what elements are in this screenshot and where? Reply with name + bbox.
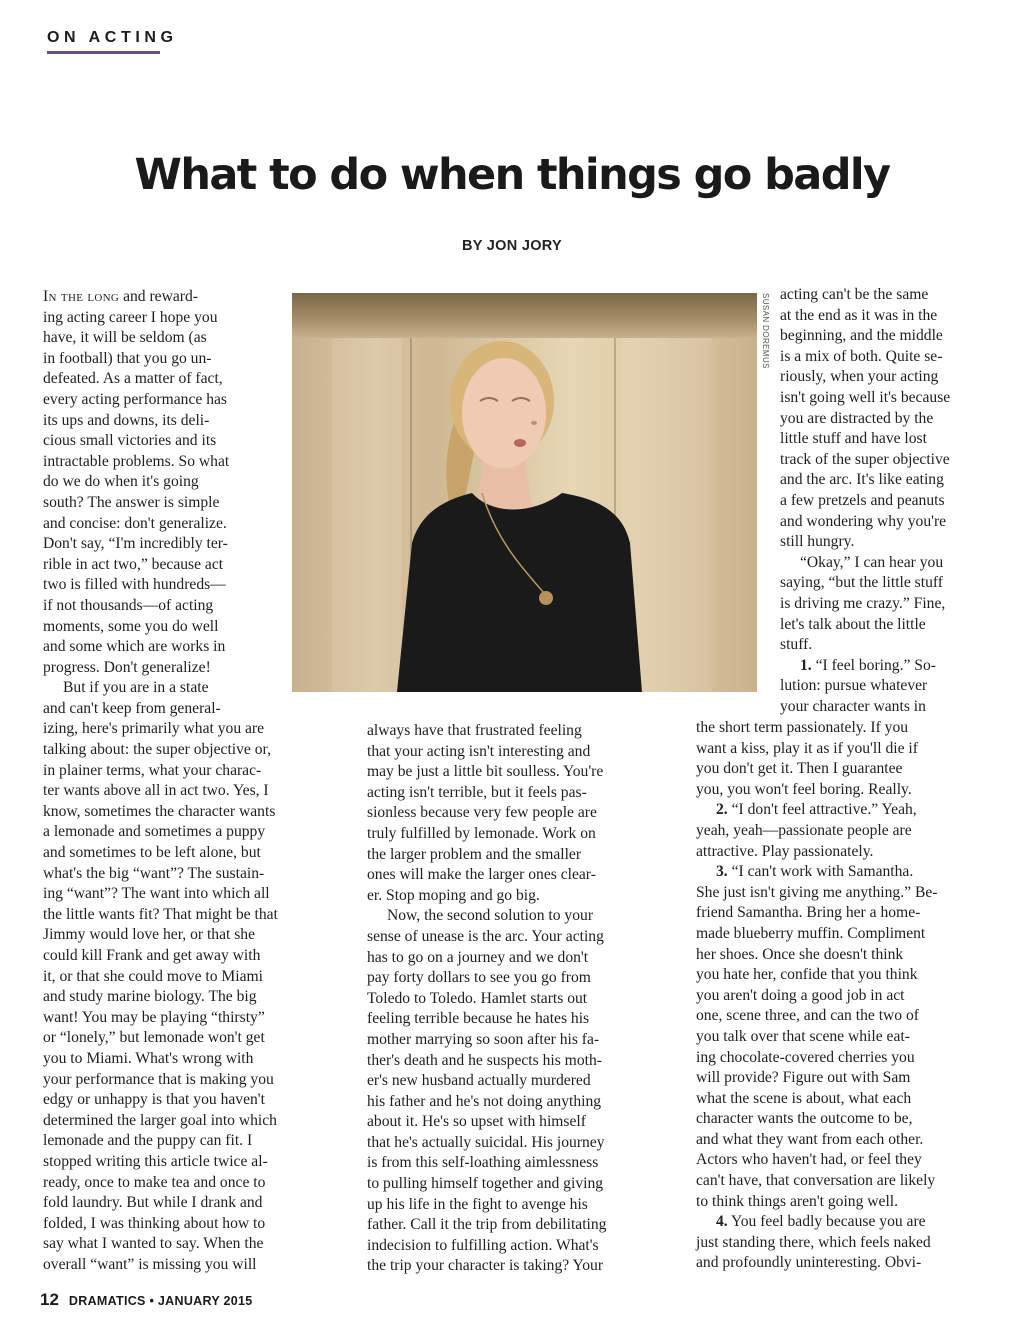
text-line: in football) that you go un-	[43, 349, 212, 367]
text-line: saying, “but the little stuff	[780, 574, 943, 592]
text-line: you don't get it. Then I guarantee	[696, 760, 903, 778]
text-line: you, you won't feel boring. Really.	[696, 780, 912, 798]
photo-credit: SUSAN DOREMUS	[761, 293, 770, 369]
text-line: the short term passionately. If you	[696, 719, 909, 736]
text-line: acting isn't terrible, but it feels pas-	[367, 783, 587, 801]
text-line: and wondering why you're	[780, 512, 947, 530]
text-line: have, it will be seldom (as	[43, 329, 207, 347]
text-line: can't have, that conversation are likely	[696, 1172, 936, 1190]
text-line: Jimmy would love her, or that she	[43, 926, 256, 944]
text-line: may be just a little bit soulless. You're	[367, 763, 604, 781]
text-line: do we do when it's going	[43, 473, 199, 491]
text-line: isn't going well it's because	[780, 388, 951, 406]
article-title: What to do when things go badly	[134, 150, 890, 200]
text-line: you talk over that scene while eat-	[696, 1027, 910, 1045]
text-line: But if you are in a state	[63, 679, 209, 697]
article-column-3-bottom	[696, 718, 937, 1274]
text-line: pay forty dollars to see you go from	[367, 969, 591, 987]
text-line: mother marrying so soon after his fa-	[367, 1030, 600, 1048]
text-line: lution: pursue whatever	[780, 677, 928, 695]
text-line: 3. “I can't work with Samantha.	[716, 863, 914, 881]
text-line: and the arc. It's like eating	[780, 471, 944, 489]
text-line: and can't keep from general-	[43, 699, 221, 717]
text-line: track of the super objective	[780, 450, 950, 468]
text-line: cious small victories and its	[43, 432, 217, 450]
text-line: Now, the second solution to your	[387, 907, 594, 925]
text-line: every acting performance has	[43, 390, 227, 408]
text-line: the larger problem and the smaller	[367, 845, 582, 863]
text-line: still hungry.	[780, 533, 855, 551]
section-rule	[47, 51, 160, 54]
text-line: is from this self-loathing aimlessness	[367, 1154, 599, 1172]
section-label: ON ACTING	[47, 29, 178, 46]
text-line: sense of unease is the arc. Your acting	[367, 927, 604, 945]
text-line: her shoes. Once she doesn't think	[696, 945, 904, 963]
text-line: and what they want from each other.	[696, 1130, 924, 1148]
text-line: know, sometimes the character wants	[43, 802, 276, 820]
text-line: that he's actually suicidal. His journey	[367, 1133, 605, 1151]
actress-figure	[292, 293, 757, 692]
text-line: progress. Don't generalize!	[43, 658, 211, 676]
text-line: and some which are works in	[43, 638, 226, 656]
article-photo	[292, 293, 757, 692]
text-line: will provide? Figure out with Sam	[696, 1069, 911, 1087]
text-line: Don't say, “I'm incredibly ter-	[43, 535, 228, 553]
list-number: 3.	[716, 863, 728, 881]
text-line: a lemonade and sometimes a puppy	[43, 823, 266, 841]
text-line: “Okay,” I can hear you	[800, 553, 944, 571]
text-line: ther's death and he suspects his moth-	[367, 1051, 602, 1069]
text-line: determined the larger goal into which	[43, 1111, 277, 1129]
text-line: what's the big “want”? The sustain-	[43, 864, 265, 882]
text-line: ter wants above all in act two. Yes, I	[43, 782, 269, 800]
text-line: father. Call it the trip from debilitating	[367, 1216, 607, 1234]
text-line: if not thousands—of acting	[43, 596, 214, 614]
text-line: little stuff and have lost	[780, 430, 927, 448]
text-line: yeah, yeah—passionate people are	[696, 821, 912, 839]
text-line: has to go on a journey and we don't	[367, 948, 589, 966]
text-line: 2. “I don't feel attractive.” Yeah,	[716, 801, 917, 819]
text-line: indecision to fulfilling action. What's	[367, 1236, 599, 1254]
text-line: and sometimes to be left alone, but	[43, 844, 261, 862]
text-line: that your acting isn't interesting and	[367, 742, 591, 760]
text-line: acting can't be the same	[780, 286, 929, 303]
list-number: 1.	[800, 656, 812, 674]
text-line: and study marine biology. The big	[43, 988, 257, 1006]
text-line: up his life in the fight to avenge his	[367, 1195, 588, 1213]
page-number: 12	[40, 1290, 59, 1309]
list-number: 2.	[716, 801, 728, 819]
text-line: want a kiss, play it as if you'll die if	[696, 739, 918, 757]
text-line: what the scene is about, what each	[696, 1089, 912, 1107]
text-line: you to Miami. What's wrong with	[43, 1049, 254, 1067]
text-line: and concise: don't generalize.	[43, 514, 227, 532]
text-line: your performance that is making you	[43, 1070, 274, 1088]
text-line: overall “want” is missing you will	[43, 1255, 257, 1273]
text-line: just standing there, which feels naked	[696, 1233, 931, 1251]
text-line: at the end as it was in the	[780, 306, 938, 324]
publication-line: DRAMATICS • JANUARY 2015	[68, 1294, 253, 1308]
text-line: folded, I was thinking about how to	[43, 1214, 266, 1232]
text-line: edgy or unhappy is that you haven't	[43, 1091, 265, 1109]
text-line: ing acting career I hope you	[43, 308, 218, 326]
text-line: a few pretzels and peanuts	[780, 491, 945, 509]
text-line: ones will make the larger ones clear-	[367, 866, 596, 884]
text-line: moments, some you do well	[43, 617, 219, 635]
text-line: Toledo to Toledo. Hamlet starts out	[367, 989, 588, 1007]
dropcap-lead: In the long	[43, 288, 120, 305]
text-line: 4. You feel badly because you are	[716, 1213, 926, 1231]
text-line: riously, when your acting	[780, 368, 939, 386]
text-line: want! You may be playing “thirsty”	[43, 1008, 265, 1026]
text-line: feeling terrible because he hates his	[367, 1010, 590, 1028]
text-line: or “lonely,” but lemonade won't get	[43, 1029, 265, 1047]
text-line: rible in act two,” because act	[43, 555, 224, 573]
text-line: er. Stop moping and go big.	[367, 886, 540, 904]
text-line: friend Samantha. Bring her a home-	[696, 904, 921, 922]
list-number: 4.	[716, 1213, 728, 1231]
text-line: the trip your character is taking? Your	[367, 1257, 604, 1275]
article-column-3-top	[780, 285, 950, 717]
text-line: sionless because very few people are	[367, 804, 597, 822]
text-line: is driving me crazy.” Fine,	[780, 594, 946, 612]
article-opening-line	[43, 287, 278, 308]
text-line: ready, once to make tea and once to	[43, 1173, 266, 1191]
text-line: ing “want”? The want into which all	[43, 885, 270, 903]
text-line: beginning, and the middle	[780, 327, 943, 345]
text-line: your character wants in	[780, 697, 926, 715]
text-line: one, scene three, and can the two of	[696, 1007, 919, 1025]
article-column-2	[367, 721, 606, 1277]
byline: BY JON JORY	[462, 238, 562, 254]
text-line: the little wants fit? That might be that	[43, 905, 278, 923]
text-line: talking about: the super objective or,	[43, 741, 272, 759]
article-column-1	[43, 287, 278, 1276]
text-line: lemonade and the puppy can fit. I	[43, 1132, 253, 1150]
text-line: Actors who haven't had, or feel they	[696, 1151, 922, 1169]
text-line: made blueberry muffin. Compliment	[696, 924, 926, 942]
text-line: She just isn't giving me anything.” Be-	[696, 883, 938, 901]
opening-line-rest: and reward-	[119, 288, 198, 305]
text-line: about it. He's so upset with himself	[367, 1113, 586, 1131]
text-line: and profoundly uninteresting. Obvi-	[696, 1254, 922, 1272]
text-line: say what I wanted to say. When the	[43, 1235, 264, 1253]
text-line: to think things aren't going well.	[696, 1192, 899, 1210]
text-line: character wants the outcome to be,	[696, 1110, 913, 1128]
text-line: his father and he's not doing anything	[367, 1092, 602, 1110]
text-line: to pulling himself together and giving	[367, 1175, 604, 1193]
text-line: is a mix of both. Quite se-	[780, 347, 943, 365]
text-line: izing, here's primarily what you are	[43, 720, 265, 738]
text-line: stopped writing this article twice al-	[43, 1152, 268, 1170]
text-line: 1. “I feel boring.” So-	[800, 656, 936, 674]
text-line: could kill Frank and get away with	[43, 947, 261, 964]
text-line: its ups and downs, its deli-	[43, 411, 210, 429]
text-line: it, or that she could move to Miami	[43, 967, 264, 985]
text-line: you are distracted by the	[780, 409, 934, 427]
text-line: in plainer terms, what your charac-	[43, 761, 262, 779]
text-line: ing chocolate-covered cherries you	[696, 1048, 915, 1066]
text-line: let's talk about the little	[780, 615, 926, 633]
text-line: south? The answer is simple	[43, 493, 220, 511]
text-line: attractive. Play passionately.	[696, 842, 874, 860]
text-line: you hate her, confide that you think	[696, 966, 918, 984]
text-line: truly fulfilled by lemonade. Work on	[367, 824, 596, 842]
text-line: defeated. As a matter of fact,	[43, 370, 223, 388]
text-line: fold laundry. But while I drank and	[43, 1194, 263, 1212]
text-line: two is filled with hundreds—	[43, 576, 226, 594]
page-footer	[40, 1290, 253, 1310]
text-line: always have that frustrated feeling	[367, 722, 582, 739]
text-line: intractable problems. So what	[43, 452, 230, 470]
text-line: er's new husband actually murdered	[367, 1072, 591, 1090]
text-line: stuff.	[780, 636, 813, 654]
text-line: you aren't doing a good job in act	[696, 986, 905, 1004]
